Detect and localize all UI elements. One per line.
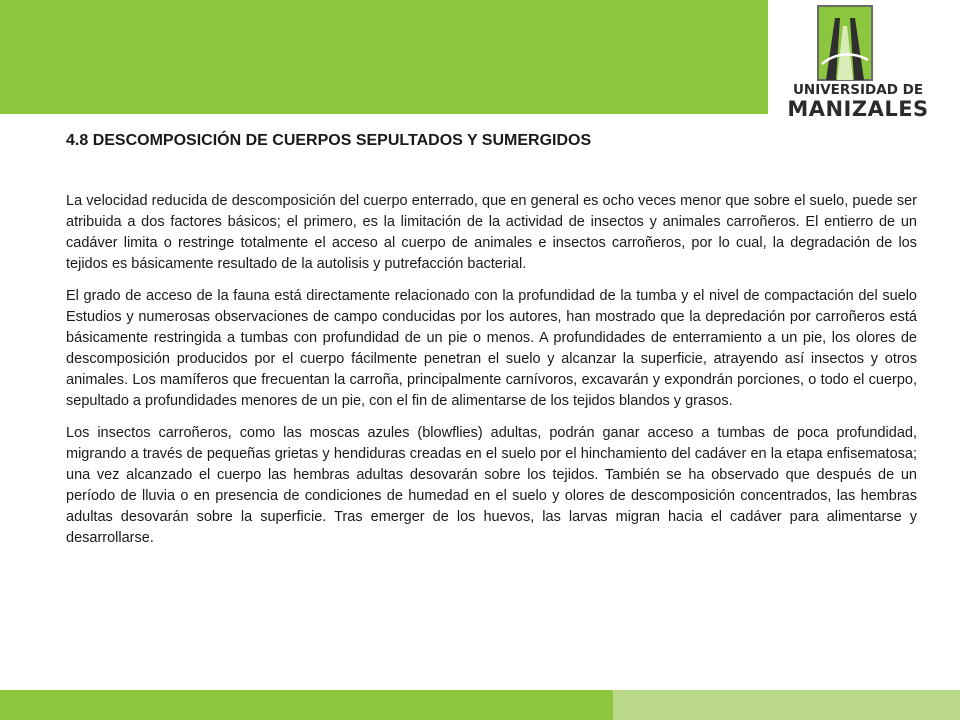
university-emblem-icon xyxy=(816,4,874,84)
paragraph-3: Los insectos carroñeros, como las moscas azules (blowflies) adultas, podrán ganar acceso a tumbas de poca profundidad, migrando a través de pequeñas grietas y hendiduras creadas en el suelo por el hinchamiento del cadáver en la etapa enfisematosa; una vez alcanzado el cuerpo las hembras adultas desovarán sobre los tejidos. También se ha observado que después de un período de lluvia o en presencia de condiciones de humedad en el suelo y olores de descomposición concentrados, las hembras adultas desovarán sobre la superficie. Tras emerger de los huevos, las larvas migran hacia el cadáver para alimentarse y desarrollarse. xyxy=(66,425,917,546)
footer-light-green-band xyxy=(613,690,960,720)
university-logo xyxy=(770,4,950,124)
section-heading: 4.8 DESCOMPOSICIÓN DE CUERPOS SEPULTADOS Y SUMERGIDOS xyxy=(66,132,592,149)
paragraph-1: La velocidad reducida de descomposición del cuerpo enterrado, que en general es ocho veces menor que sobre el suelo, puede ser atribuida a dos factores básicos; el primero, es la limitación de la actividad de insectos y animales carroñeros. El entierro de un cadáver limita o restringe totalmente el acceso al cuerpo de animales e insectos carroñeros, por lo cual, la degradación de los tejidos es básicamente resultado de la autolisis y putrefacción bacterial. xyxy=(66,193,917,272)
document-body xyxy=(66,130,917,549)
logo-text-manizales: MANIZALES xyxy=(787,97,929,121)
header-green-band xyxy=(0,0,768,114)
logo-text-universidad: UNIVERSIDAD DE xyxy=(792,82,924,98)
footer-green-band xyxy=(0,690,613,720)
paragraph-2: El grado de acceso de la fauna está directamente relacionado con la profundidad de la tumba y el nivel de compactación del suelo Estudios y numerosas observaciones de campo conducidas por los autores, han mostrado que la depredación por carroñeros está básicamente restringida a tumbas con profundidad de un pie o menos. A profundidades de enterramiento a un pie, los olores de descomposición producidos por el cuerpo fácilmente penetran el suelo y alcanzar la superficie, atrayendo así insectos y otros animales. Los mamíferos que frecuentan la carroña, principalmente carnívoros, excavarán y expondrán porciones, o todo el cuerpo, sepultado a profundidades menores de un pie, con el fin de alimentarse de los tejidos blandos y grasos. xyxy=(66,288,917,409)
